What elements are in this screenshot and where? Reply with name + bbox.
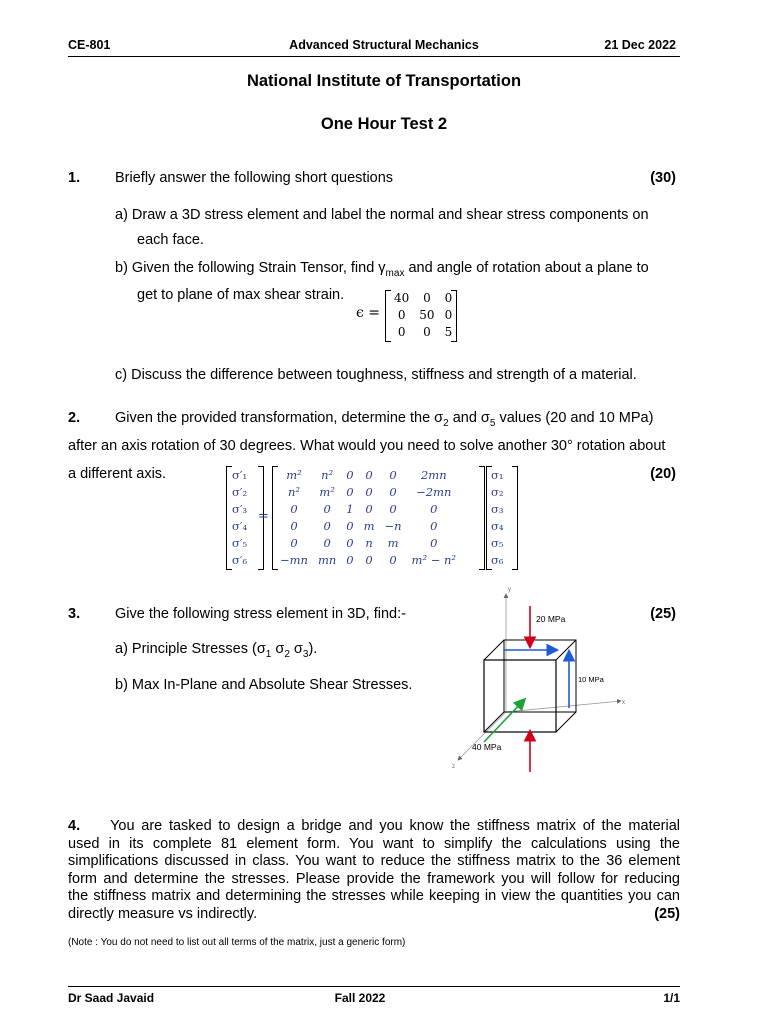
rhs-entry: σ₆ [491, 553, 504, 567]
matrix-cell: 0 [365, 468, 373, 482]
matrix-cell: 0 [346, 553, 354, 567]
tensor-cell: 0 [423, 291, 431, 305]
matrix-cell: −n [384, 519, 402, 533]
matrix-cell: 0 [430, 519, 438, 533]
matrix-cell: 0 [290, 502, 298, 516]
matrix-cell: −2mn [416, 485, 452, 499]
q4-number: 4. [68, 818, 81, 834]
header-subject: Advanced Structural Mechanics [289, 38, 479, 52]
q4-line1-text: You are tasked to design a bridge and you know the stiffness matrix of the material [110, 818, 680, 834]
rhs-right-bracket [512, 466, 518, 570]
tensor-cell: 0 [397, 308, 406, 322]
q1-part-b-line2: get to plane of max shear strain. [137, 287, 345, 303]
matrix-cell: 0 [389, 468, 397, 482]
matrix-cell: n² [321, 468, 334, 482]
lhs-entry: σ′₅ [232, 536, 248, 550]
tensor-cell: 5 [444, 325, 453, 339]
rhs-entry: σ₁ [491, 468, 504, 482]
q4-line4: form and determine the stresses. Please provide the framework you will follow for reducing [68, 870, 680, 887]
q4-line6-text: directly measure vs indirectly. [68, 905, 258, 922]
matrix-cell: m² [319, 485, 335, 499]
matrix-cell: 0 [323, 536, 331, 550]
q1-part-c: c) Discuss the difference between toughness, stiffness and strength of a material. [115, 367, 637, 383]
q2-number: 2. [68, 410, 81, 426]
q1-part-a-line1: a) Draw a 3D stress element and label the normal and shear stress components on [115, 207, 649, 223]
q1-number: 1. [68, 170, 81, 186]
q2-line3: a different axis. [68, 466, 167, 482]
q4-line6 [68, 906, 680, 924]
q1-b-sub: max [385, 267, 405, 279]
institute-title: National Institute of Transportation [246, 72, 522, 90]
q2-line1-pre: Given the provided transformation, determine the σ [115, 410, 444, 426]
matrix-cell: n [365, 536, 373, 550]
q2-marks: (20) [650, 466, 676, 482]
lhs-entry: σ′₆ [232, 553, 248, 567]
matrix-cell: m² [286, 468, 302, 482]
matrix-cell: 0 [430, 536, 438, 550]
matrix-cell: mn [317, 553, 337, 567]
q2-line1 [115, 406, 653, 436]
cube-edge [556, 712, 576, 732]
q3-part-a [115, 637, 317, 667]
q3-a-pre: a) Principle Stresses (σ [115, 641, 266, 657]
q3-a-s3: 3 [302, 648, 309, 660]
q3-a-mid1: σ [271, 641, 285, 657]
matrix-cell: m² − n² [411, 553, 457, 567]
matrix-cell: 0 [365, 485, 373, 499]
cube-edge [556, 640, 576, 660]
matrix-cell: 0 [346, 519, 354, 533]
rhs-entry: σ₅ [491, 536, 504, 550]
label-20mpa: 20 MPa [536, 614, 566, 624]
matrix-cell: 0 [365, 553, 373, 567]
q3-a-s2: 2 [284, 648, 290, 660]
q1-part-a-line2: each face. [137, 232, 204, 248]
q4-line1 [68, 818, 680, 836]
rhs-entry: σ₄ [491, 519, 504, 533]
matrix-cell: 0 [290, 536, 298, 550]
footer-term: Fall 2022 [334, 991, 386, 1005]
x-axis [506, 701, 621, 712]
equals-sign: = [258, 509, 269, 524]
matrix-cell: 0 [389, 553, 397, 567]
matrix-cell: 0 [346, 536, 354, 550]
q1-b-post: and angle of rotation about a plane to [404, 260, 649, 276]
tensor-cell: 0 [444, 308, 453, 322]
matrix-cell: m [387, 536, 399, 550]
tensor-cell: 0 [423, 325, 431, 339]
stress-element-figure [436, 582, 636, 772]
x-axis-label: x [622, 700, 625, 706]
label-10mpa: 10 MPa [578, 675, 604, 684]
q4-marks: (25) [654, 905, 680, 922]
q2-sub5: 5 [489, 417, 496, 429]
matrix-cell: m [363, 519, 375, 533]
cube-edge [484, 640, 504, 660]
q1-marks: (30) [650, 170, 676, 186]
matrix-cell: 1 [346, 502, 354, 516]
q3-text: Give the following stress element in 3D, find:- [115, 606, 406, 622]
q3-marks: (25) [650, 606, 676, 622]
matrix-cell: 0 [389, 502, 397, 516]
q3-part-b: b) Max In-Plane and Absolute Shear Stresses. [115, 677, 413, 693]
transformation-matrix [272, 466, 485, 570]
strain-tensor-matrix [385, 290, 457, 342]
tmatrix-right-bracket [479, 466, 485, 570]
q2-sub2: 2 [443, 417, 449, 429]
rhs-vector [486, 466, 518, 570]
matrix-cell: 0 [346, 485, 354, 499]
footer-author: Dr Saad Javaid [68, 991, 155, 1005]
q2-line1-mid: and σ [448, 410, 490, 426]
cube-edge [484, 712, 504, 732]
q3-a-mid2: σ [289, 641, 303, 657]
matrix-cell: 0 [290, 519, 298, 533]
lhs-entry: σ′₄ [232, 519, 248, 533]
q3-a-s1: 1 [265, 648, 272, 660]
tensor-cell: 0 [444, 291, 453, 305]
z-axis-label: z [452, 764, 455, 770]
footer-page: 1/1 [663, 991, 680, 1005]
matrix-cell: 0 [323, 519, 331, 533]
q4-line5: the stiffness matrix and determining the stresses while keeping in view the quantities you can [68, 888, 680, 904]
q3-a-post: ). [308, 641, 318, 657]
header-course: CE-801 [68, 38, 111, 52]
matrix-cell: 0 [323, 502, 331, 516]
matrix-cell: 2mn [420, 468, 447, 482]
q4-line3: simplifications discussed in class. You want to reduce the stiffness matrix to the 36 element [68, 853, 680, 869]
q1-b-pre: b) Given the following Strain Tensor, find γ [115, 260, 386, 276]
header-rule [68, 56, 680, 57]
lhs-entry: σ′₁ [232, 468, 248, 482]
footer-rule [68, 986, 680, 987]
y-axis-label: y [508, 587, 511, 593]
matrix-cell: 0 [346, 468, 354, 482]
q2-line1-post: values (20 and 10 MPa) [495, 410, 654, 426]
q3-number: 3. [68, 606, 81, 622]
q4-paragraph [68, 818, 680, 923]
q1-text: Briefly answer the following short questions [115, 170, 394, 186]
matrix-cell: 0 [389, 485, 397, 499]
lhs-entry: σ′₃ [232, 502, 248, 516]
z-axis [458, 712, 506, 760]
q2-line2: after an axis rotation of 30 degrees. What would you need to solve another 30° rotation about [68, 438, 666, 454]
matrix-cell: −mn [280, 553, 308, 567]
test-title: One Hour Test 2 [320, 115, 448, 133]
header-date: 21 Dec 2022 [604, 38, 676, 52]
q4-line2: used in its complete 81 element form. You want to simplify the calculations using the [68, 835, 680, 852]
lhs-entry: σ′₂ [232, 485, 248, 499]
tensor-cell: 50 [419, 308, 435, 322]
strain-tensor-label: ϵ = [356, 305, 381, 321]
tensor-cell: 0 [397, 325, 406, 339]
label-40mpa: 40 MPa [472, 742, 502, 752]
matrix-cell: 0 [365, 502, 373, 516]
rhs-entry: σ₃ [491, 502, 504, 516]
matrix-cell: n² [287, 485, 300, 499]
q1-part-b-line1 [115, 256, 649, 286]
matrix-cell: 0 [430, 502, 438, 516]
q4-note: (Note : You do not need to list out all terms of the matrix, just a generic form) [68, 937, 406, 948]
tensor-cell: 40 [394, 291, 410, 305]
rhs-entry: σ₂ [491, 485, 504, 499]
